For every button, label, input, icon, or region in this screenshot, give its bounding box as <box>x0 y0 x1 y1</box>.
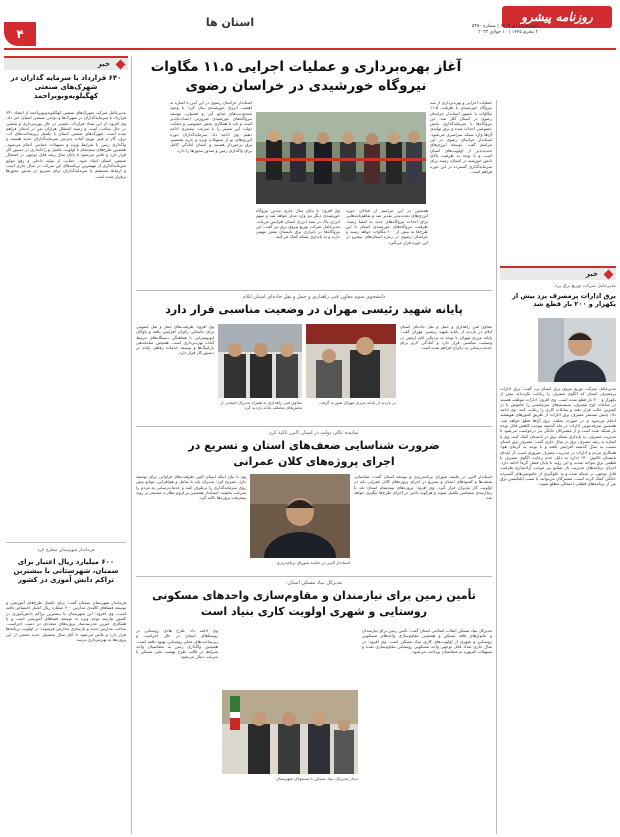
story4-caption: دیدار مدیرکل بنیاد مسکن با مسئولان شهرستان <box>276 776 358 781</box>
story2-body-b: وی افزود: ظرفیت‌های حمل و نقل عمومی برای جابجایی زائران افزایش یافته و ناوگان اتوبوسرانی با هماهنگی دستگاه‌های مرتبط آماده بهره‌برداری است. همچنین ساماندهی پارکینگ‌ها و توسعه خدمات رفاهی پایانه در دستور کار قرار دارد. <box>136 324 214 356</box>
story2-caption-a: در بازدید از پایانه مرزی مهران صورت گرفت <box>318 400 396 405</box>
story2-kicker: دانشجوی سوم معاون فنی راهداری و حمل و نقل جاده‌ای استان ایلام <box>242 294 386 300</box>
terminal-visit-photo-1 <box>306 324 396 398</box>
ribbon-cutting-photo <box>256 112 426 204</box>
story4-body-b: وی ادامه داد: طرح هادی روستایی در روستاهای استان در حال اجراست و زیرساخت‌های معابر روستایی بهبود یافته است. همچنین واگذاری زمین به متقاضیان واجد شرایط در قالب طرح نهضت ملی مسکن با سرعت دنبال می‌شود. <box>136 628 218 660</box>
divider <box>6 542 126 543</box>
divider <box>136 576 492 577</box>
meeting-photo-illustration <box>250 474 350 558</box>
right-headline: برق ادارات پرمصرف یزد بیش از یکهزار و ۲۰۰ بار قطع شد <box>512 292 616 309</box>
story3-body-b: وی با بیان اینکه استان البرز ظرفیت‌های فراوانی برای توسعه دارد، تصریح کرد: مدیران باید با تعامل و هم‌افزایی، موانع پیش روی سرمایه‌گذاری را برطرف کنند و خدمات‌رسانی به مردم را سرعت بخشند. استاندار همچنین بر لزوم نظارت مستمر بر روند پیشرفت پروژه‌ها تاکید کرد. <box>136 474 246 501</box>
divider <box>136 426 492 427</box>
housing-meeting-photo <box>222 690 358 774</box>
left-headline: ۶۴۰ قرارداد با سرمایه گذاران در شهرک‌های صنعتی کهگیلویه‌وبویراحمد <box>10 74 122 100</box>
left-body: مدیرعامل شرکت شهرک‌های صنعتی کهگیلویه‌وبویراحمد از انعقاد ۶۴۰ قرارداد با سرمایه‌گذاران در شهرک‌ها و نواحی صنعتی استان خبر داد. وی افزود: از این تعداد قرارداد، بخشی در حال بهره‌برداری و بخشی در حال ساخت است و زمینه اشتغال هزاران نفر در استان فراهم شده است. شهرک‌های صنعتی استان با تکمیل زیرساخت‌های آب، برق، گاز و فیبر نوری آماده پذیرش سرمایه‌گذاران جدید هستند و واگذاری زمین با شرایط ویژه و تسهیلات حمایتی انجام می‌شود. همچنین طرح‌های نیمه‌تمام با اولویت تکمیل و راه‌اندازی در دستور کار قرار دارد و تلاش می‌شود تا پایان سال رشد قابل توجهی در اشتغال صنعتی استان ایجاد شود. حمایت از تولید داخلی و رفع موانع سرمایه‌گذاری از مهمترین برنامه‌های این شرکت در سال جاری است و ارتباط مستقیم با سرمایه‌گذاران برای تسریع در صدور مجوزها برقرار شده است. <box>6 110 126 179</box>
dateline <box>448 24 538 36</box>
newspaper-logo: روزنامه پیشرو <box>502 6 612 28</box>
dateline-persian: دوشنبه ۱۹ تیر ۱۴۰۲ | شماره ۵۳۸۰ <box>471 24 538 29</box>
story3-caption: استاندار البرز در جلسه شورای برنامه‌ریزی <box>276 560 350 565</box>
story2-headline: پایانه شهید رئیسی مهران در وضعیت مناسبی قرار دارد <box>165 303 463 316</box>
diamond-icon <box>604 270 614 280</box>
left-headline2: ۶۰۰ میلیارد ریال اعتبار برای سمنان، شهرستانی با بیشترین تراکم دانش آموزی در کشور <box>13 558 119 584</box>
story3-headline: ضرورت شناسایی ضعف‌های استان و تسریع در اجرای پروژه‌های کلان عمرانی <box>188 439 440 468</box>
story2-body-a: معاون فنی راهداری و حمل و نقل جاده‌ای استان ایلام در بازدید از پایانه شهید رئیسی مهران گفت: پایانه مرزی مهران با توجه به نزدیکی ایام اربعین در وضعیت مناسبی قرار دارد و آمادگی لازم برای خدمت‌رسانی به زائران فراهم شده است. <box>400 324 492 351</box>
portrait-illustration <box>538 318 616 382</box>
official-portrait-photo <box>538 318 616 382</box>
story3-kicker: نماینده عالی دولت در استان البرز تاکید کرد <box>269 430 359 436</box>
column-rule <box>496 100 497 834</box>
right-kicker: مدیرعامل شرکت توزیع برق یزد: <box>553 284 616 289</box>
ceremony-photo-illustration <box>256 112 426 204</box>
terminal-photo-illustration-1 <box>306 324 396 398</box>
terminal-photo-illustration-2 <box>218 324 302 398</box>
divider <box>136 290 492 291</box>
column-rule <box>131 56 132 834</box>
right-body: مدیرعامل شرکت توزیع نیروی برق استان یزد گفت: برق ادارات پرمصرف استان که الگوی مصرف را رعایت نکرده‌اند بیش از یکهزار و ۲۰۰ بار قطع شده است. وی افزود: ادارات موظف هستند در ساعات اوج مصرف، سیستم‌های سرمایشی را خاموش یا در کمترین حالت قرار دهند و ساعات کاری را رعایت کنند. وی ادامه داد: پایش مستمر مصرف برق ادارات از طریق کنتورهای هوشمند انجام می‌شود و در صورت تخلف، برق آن‌ها قطع خواهد شد. همچنین صرفه‌جویی ادارات در ماه گذشته موجب کاهش قابل توجه بار شبکه شده است و از مشترکان خانگی نیز درخواست می‌شود با مدیریت مصرف، به پایداری شبکه برق در تابستان کمک کنند. وی با اشاره به رشد مصرف برق در سال جاری گفت: مصرف برق استان نسبت به سال گذشته افزایش یافته و با توجه به گرمای هوا، همکاری مردم و ادارات در مدیریت مصرف ضروری است. از ابتدای تابستان تاکنون ۱۴۰ اداره به دلیل عدم رعایت الگوی مصرف با قطعی برق مواجه شدند و این روند تا پایان فصل گرما ادامه دارد. اجرای برنامه‌های مدیریت بار صنایع نیز موجب آزادسازی ظرفیت قابل توجهی در شبکه شده و به جلوگیری از خاموشی‌های گسترده خانگی کمک کرده است. مشترکان می‌توانند با نصب اپلیکیشن برق من از برنامه‌های قطعی احتمالی مطلع شوند. <box>500 386 616 487</box>
story4-kicker: مدیرکل بنیاد مسکن استان: <box>285 580 343 586</box>
story2-caption-b: معاون فنی راهداری به همراه مدیران استانی از بخش‌های مختلف پایانه بازدید کرد <box>220 400 302 411</box>
housing-photo-illustration <box>222 690 358 774</box>
header-rule <box>4 48 616 50</box>
masthead <box>0 0 620 50</box>
main-col-2: وی افزود: تا پایان سال جاری چندین نیروگاه خورشیدی دیگر نیز وارد مدار خواهد شد و سهم انرژی پاک در سبد انرژی استان افزایش می‌یابد. مدیرعامل شرکت توزیع نیروی برق نیز گفت: این نیروگاه‌ها در ناترازی برق تابستان نقش مهمی دارند و به پایداری شبکه کمک می‌کنند. <box>256 208 340 240</box>
diamond-icon <box>116 60 126 70</box>
news-label-left: خبر <box>4 56 128 70</box>
main-col-3: استاندار خراسان رضوی در این آیین با اشاره به اهمیت انرژی خورشیدی بیان کرد: با وجود محدودیت‌های منابع آبی و فسیلی، توسعه نیروگاه‌های خورشیدی ضرورتی اجتناب‌ناپذیر است و باید با همکاری بخش خصوصی و حمایت دولت این مسیر را با سرعت بیشتری ادامه دهیم. وی ادامه داد: سرمایه‌گذاران حوزه انرژی‌های نو از تسهیلات ویژه و خرید تضمینی برق برخوردار هستند و استان آمادگی کامل برای واگذاری زمین و صدور مجوزها را دارد. <box>170 100 252 153</box>
main-col-4: همچنین در این مراسم از فعالان حوزه انرژی‌های تجدیدپذیر تقدیر شد و تفاهم‌نامه‌هایی برای احداث نیروگاه‌های جدید به امضا رسید. ظرفیت نیروگاه‌های خورشیدی استان با این طرح‌ها به بیش از ۱۰۰ مگاوات خواهد رسید و خراسان رضوی در زمره استان‌های پیشرو در این حوزه قرار می‌گیرد. <box>346 208 428 245</box>
story4-body-a: مدیرکل بنیاد مسکن انقلاب اسلامی استان گفت: تأمین زمین برای نیازمندان و خانوارهای فاقد مسکن و همچنین مقاوم‌سازی واحدهای مسکونی روستایی و شهری از اولویت‌های کاری بنیاد مسکن است. وی افزود: در سال جاری تعداد قابل توجهی واحد مسکونی روستایی مقاوم‌سازی شده و تسهیلات کم‌بهره به متقاضیان پرداخت می‌شود. <box>362 628 492 655</box>
main-col-1: عملیات اجرایی و بهره‌برداری از سه نیروگاه خورشیدی با ظرفیت ۱۱.۵ مگاوات با حضور استاندار خراسان رضوی در استان آغاز شد. این نیروگاه‌ها با سرمایه‌گذاری بخش خصوصی احداث شده و برق تولیدی آن‌ها وارد شبکه سراسری می‌شود. استاندار خراسان رضوی در این مراسم گفت: توسعه انرژی‌های تجدیدپذیر از اولویت‌های استان است و با توجه به ظرفیت بالای تابش خورشید در استان، زمینه برای سرمایه‌گذاری گسترده در این حوزه فراهم است. <box>430 100 492 174</box>
left-kicker2: فرماندار شهرستان مطرح کرد <box>37 548 95 553</box>
governor-meeting-photo <box>250 474 350 558</box>
dateline-other: ۲ محرم ۱۴۴۵ | ۱۰ جولای ۲۰۲۳ <box>478 30 538 35</box>
story4-headline: تأمین زمین برای نیازمندان و مقاوم‌سازی واحدهای مسکونی روستایی و شهری اولویت کاری بنیاد است <box>152 589 476 618</box>
left-body2: فرماندار شهرستان سمنان گفت: برای تکمیل طرح‌های آموزشی و توسعه فضاهای کالبدی مدارس ۶۰۰ میلیارد ریال اعتبار اختصاص یافته است. وی افزود: این شهرستان با بیشترین تراکم دانش‌آموزی در کشور نیازمند توجه ویژه به توسعه فضاهای آموزشی است و با همکاری خیرین مدرسه‌ساز پروژه‌های متعددی در دست اجراست. ساخت مدارس جدید و بازسازی مدارس فرسوده در اولویت برنامه‌ها قرار دارد و تلاش می‌شود تا آغاز سال تحصیلی جدید بخشی از این پروژه‌ها به بهره‌برداری برسد. <box>6 600 126 643</box>
news-label-right: خبر <box>500 266 616 280</box>
section-title: استان ها <box>205 16 255 29</box>
page-number-badge: ۴ <box>4 22 36 46</box>
main-headline: آغاز بهره‌برداری و عملیات اجرایی ۱۱.۵ مگاوات نیروگاه خورشیدی در خراسان رضوی <box>150 59 462 94</box>
story3-body-a: استاندار البرز در جلسه شورای برنامه‌ریزی و توسعه استان گفت: شناسایی ضعف‌ها و کمبودهای استان و تسریع در اجرای پروژه‌های کلان عمرانی باید در اولویت کار مدیران قرار گیرد. وی افزود: پروژه‌های نیمه‌تمام استان باید با زمان‌بندی مشخص تکمیل شوند و هرگونه تاخیر در اجرای طرح‌ها پیگیری خواهد شد. <box>354 474 492 501</box>
terminal-visit-photo-2 <box>218 324 302 398</box>
